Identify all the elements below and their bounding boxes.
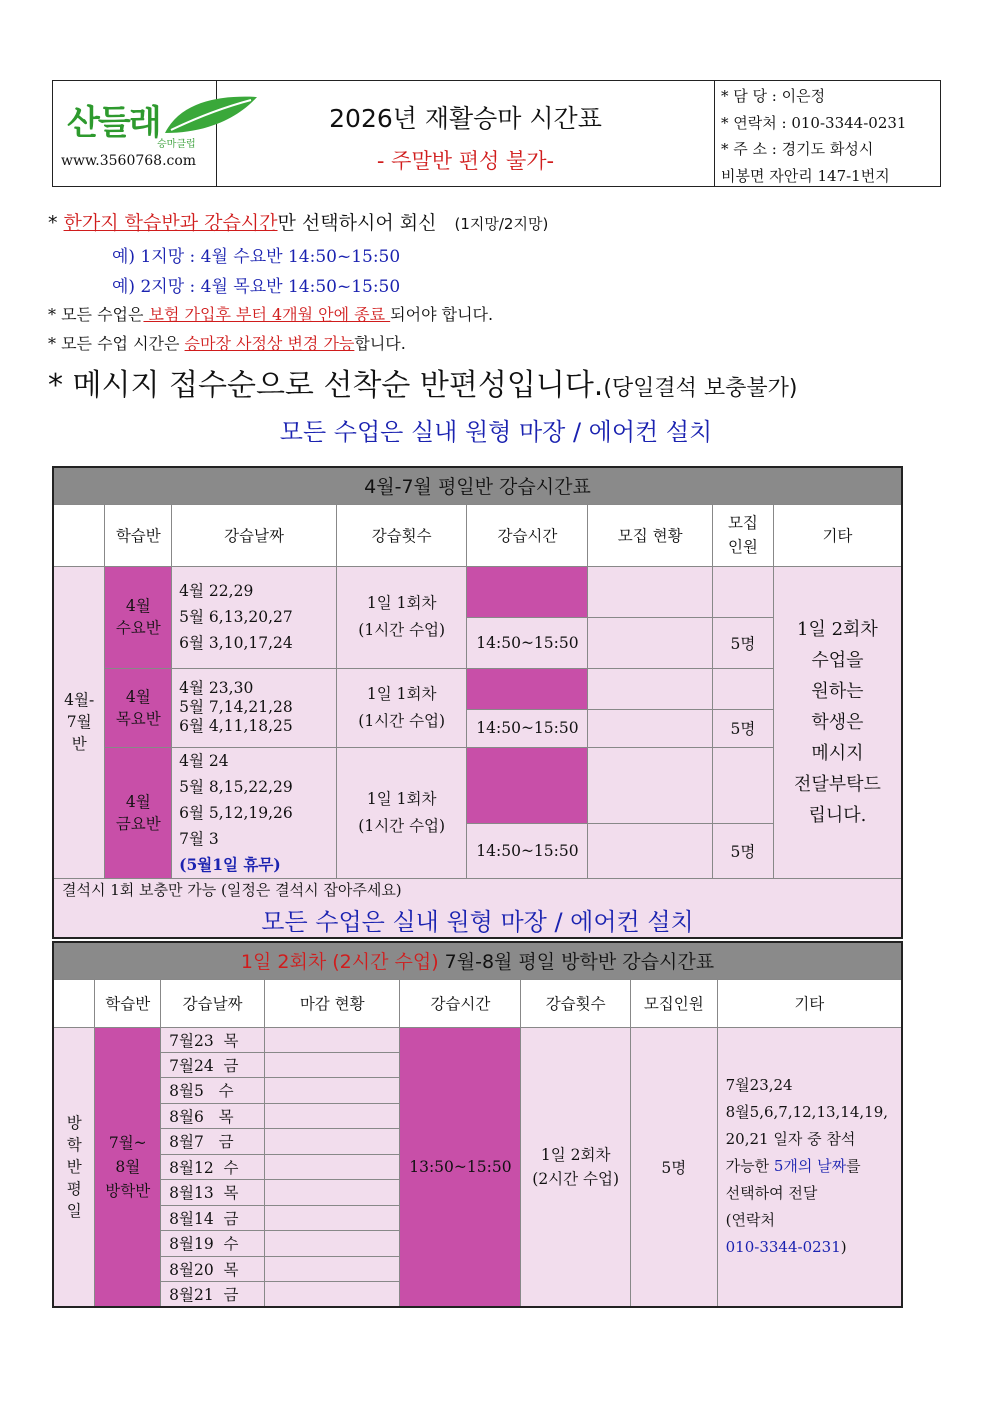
class-name: 4월 금요반 <box>105 747 172 878</box>
status-cell <box>588 747 713 824</box>
status-cell <box>265 1103 400 1129</box>
contact-manager: * 담 당 : 이은정 <box>721 87 826 105</box>
table2-etc <box>717 1027 902 1307</box>
vacation-schedule-table <box>52 941 903 1308</box>
table2-header: 모집인원 <box>630 979 717 1027</box>
status-cell <box>265 1282 400 1308</box>
table1-header: 강습날짜 <box>172 504 337 566</box>
page-title: 2026년 재활승마 시간표 <box>329 104 602 133</box>
time-slot-empty <box>467 747 588 824</box>
status-cell <box>588 617 713 668</box>
logo-text: 산들래 <box>67 103 160 143</box>
note-line-1 <box>48 208 548 235</box>
class-name: 4월 수요반 <box>105 566 172 668</box>
date-line: 7월 3 <box>179 829 219 848</box>
class-count <box>336 566 467 668</box>
absence-note: 결석시 1회 보충만 가능 (일정은 결석시 잡아주세요) <box>62 880 402 899</box>
status-cell <box>265 1129 400 1155</box>
table1-footer <box>53 878 902 938</box>
website-url: www.3560768.com <box>61 153 197 169</box>
class-name: 4월 목요반 <box>105 668 172 747</box>
count-sub: (1시간 수업) <box>358 711 446 730</box>
class-count <box>521 1027 631 1307</box>
title-block <box>217 81 715 186</box>
etc-line: (연락처 <box>725 1211 775 1230</box>
date-cell: 7월24 금 <box>161 1052 265 1078</box>
status-cell <box>588 566 713 617</box>
note-big-small: (당일결석 보충불가) <box>603 376 798 401</box>
status-cell <box>265 1052 400 1078</box>
date-cell: 8월21 금 <box>161 1282 265 1308</box>
people-cell <box>713 747 774 824</box>
people-count: 5명 <box>630 1027 717 1307</box>
leaf-icon <box>161 93 261 137</box>
count-sub: (2시간 수업) <box>532 1169 620 1188</box>
table2-header: 마감 현황 <box>265 979 400 1027</box>
count-text: 1일 2회차 <box>540 1145 611 1164</box>
status-cell <box>265 1027 400 1052</box>
etc-line: 선택하여 전달 <box>725 1184 818 1203</box>
note-text: 만 선택하시어 회신 <box>277 212 437 234</box>
status-cell <box>588 668 713 709</box>
date-line: 6월 4,11,18,25 <box>179 717 293 735</box>
count-text: 1일 1회차 <box>366 594 437 612</box>
table2-header: 강습날짜 <box>161 979 265 1027</box>
status-cell <box>265 1231 400 1257</box>
example-1: 예) 1지망 : 4월 수요반 14:50~15:50 <box>112 247 401 267</box>
contact-phone: * 연락처 : 010-3344-0231 <box>721 113 907 132</box>
table1-title: 4월-7월 평일반 강습시간표 <box>53 467 902 504</box>
people-count: 5명 <box>713 824 774 878</box>
note-red: 보험 가입후 부터 4개월 안에 종료 <box>143 305 391 324</box>
table2-header: 기타 <box>717 979 902 1027</box>
etc-line: 20,21 일자 중 참석 <box>725 1130 856 1149</box>
time-slot: 13:50~15:50 <box>400 1027 521 1307</box>
date-cell: 8월12 수 <box>161 1154 265 1180</box>
note-line-2 <box>48 302 493 325</box>
etc-line <box>726 1234 901 1261</box>
blue-notice-2: 모든 수업은 실내 원형 마장 / 에어컨 설치 <box>261 907 694 936</box>
table2-title-red: 1일 2회차 (2시간 수업) <box>240 951 439 974</box>
table2-header: 학습반 <box>95 979 161 1027</box>
table1-header: 강습시간 <box>467 504 588 566</box>
date-line: 6월 3,10,17,24 <box>179 634 293 652</box>
note-big-text: * 메시지 접수순으로 선착순 반편성입니다. <box>48 368 604 403</box>
date-line: 5월 8,15,22,29 <box>179 777 293 796</box>
date-cell: 8월19 수 <box>161 1231 265 1257</box>
date-cell: 8월20 목 <box>161 1256 265 1282</box>
table1-header: 모집 인원 <box>713 504 774 566</box>
etc-highlight: 5개의 날짜 <box>773 1157 847 1176</box>
etc-line <box>726 1153 901 1180</box>
blue-notice: 모든 수업은 실내 원형 마장 / 에어컨 설치 <box>279 418 713 446</box>
date-line: 4월 23,30 <box>179 679 254 697</box>
date-cell: 8월13 목 <box>161 1180 265 1206</box>
note-text: * 모든 수업은 <box>48 305 144 324</box>
time-slot-empty <box>467 566 588 617</box>
status-cell <box>588 824 713 878</box>
table1-header: 강습횟수 <box>336 504 467 566</box>
status-cell <box>588 709 713 747</box>
note-text: 합니다. <box>354 334 406 353</box>
note-text: * 모든 수업 시간은 <box>48 334 185 353</box>
table2-header-empty <box>53 979 95 1027</box>
people-count: 5명 <box>713 709 774 747</box>
status-cell <box>265 1205 400 1231</box>
etc-text: 를 <box>846 1157 861 1176</box>
table2-header: 강습횟수 <box>521 979 631 1027</box>
table1-etc: 1일 2회차 수업을 원하는 학생은 메시지 전달부탁드 립니다. <box>773 566 902 878</box>
date-cell: 8월7 금 <box>161 1129 265 1155</box>
class-dates <box>172 747 337 878</box>
date-cell: 8월5 수 <box>161 1078 265 1104</box>
time-slot: 14:50~15:50 <box>467 709 588 747</box>
page-subtitle: - 주말반 편성 불가- <box>376 149 555 173</box>
class-name: 7월~ 8월 방학반 <box>95 1027 161 1307</box>
date-cell: 8월14 금 <box>161 1205 265 1231</box>
bullet: * <box>48 212 58 234</box>
count-sub: (1시간 수업) <box>358 621 446 639</box>
note-red: 승마장 사정상 변경 가능 <box>184 334 355 353</box>
logo-subtitle: 승마클럽 <box>157 139 196 150</box>
table1-header: 학습반 <box>105 504 172 566</box>
table2-header: 강습시간 <box>400 979 521 1027</box>
contact-block <box>715 81 940 186</box>
date-cell: 8월6 목 <box>161 1103 265 1129</box>
group-label: 4월- 7월 반 <box>53 566 105 878</box>
etc-phone: 010-3344-0231 <box>725 1238 841 1257</box>
date-line: 5월 7,14,21,28 <box>179 698 293 716</box>
date-line: 5월 6,13,20,27 <box>179 608 293 626</box>
weekday-schedule-table <box>52 466 903 939</box>
people-cell <box>713 566 774 617</box>
contact-address-2: 비봉면 자안리 147-1번지 <box>721 166 890 185</box>
table1-header: 모집 현황 <box>588 504 713 566</box>
holiday-note: (5월1일 휴무) <box>179 854 281 874</box>
table2-title <box>53 942 902 979</box>
date-cell: 7월23 목 <box>161 1027 265 1052</box>
etc-text: ) <box>840 1238 847 1257</box>
time-slot: 14:50~15:50 <box>467 824 588 878</box>
status-cell <box>265 1154 400 1180</box>
etc-line: 7월23,24 <box>725 1076 793 1095</box>
logo <box>53 81 217 186</box>
date-line: 4월 24 <box>179 751 229 770</box>
status-cell <box>265 1180 400 1206</box>
status-cell <box>265 1256 400 1282</box>
table1-header-empty <box>53 504 105 566</box>
class-count <box>336 668 467 747</box>
header-box <box>52 80 941 187</box>
contact-address: * 주 소 : 경기도 화성시 <box>721 140 874 158</box>
note-text: 되어야 합니다. <box>390 305 494 324</box>
group-label: 방 학 반 평 일 <box>53 1027 95 1307</box>
count-sub: (1시간 수업) <box>358 816 446 835</box>
note-underlined: 한가지 학습반과 강습시간 <box>63 212 278 234</box>
table1-header: 기타 <box>773 504 902 566</box>
note-line-3 <box>48 331 406 354</box>
class-dates <box>172 668 337 747</box>
date-line: 6월 5,12,19,26 <box>179 803 293 822</box>
status-cell <box>265 1078 400 1104</box>
time-slot: 14:50~15:50 <box>467 617 588 668</box>
class-count <box>336 747 467 878</box>
count-text: 1일 1회차 <box>366 684 437 703</box>
people-count: 5명 <box>713 617 774 668</box>
example-2: 예) 2지망 : 4월 목요반 14:50~15:50 <box>112 277 401 297</box>
count-text: 1일 1회차 <box>366 789 437 808</box>
time-slot-empty <box>467 668 588 709</box>
table2-title-rest: 7월-8월 평일 방학반 강습시간표 <box>438 951 715 974</box>
people-cell <box>713 668 774 709</box>
date-line: 4월 22,29 <box>179 582 254 600</box>
class-dates <box>172 566 337 668</box>
note-small: (1지망/2지망) <box>454 215 549 233</box>
note-big <box>48 360 798 404</box>
etc-line: 8월5,6,7,12,13,14,19, <box>725 1103 889 1122</box>
etc-text: 가능한 <box>725 1157 774 1176</box>
